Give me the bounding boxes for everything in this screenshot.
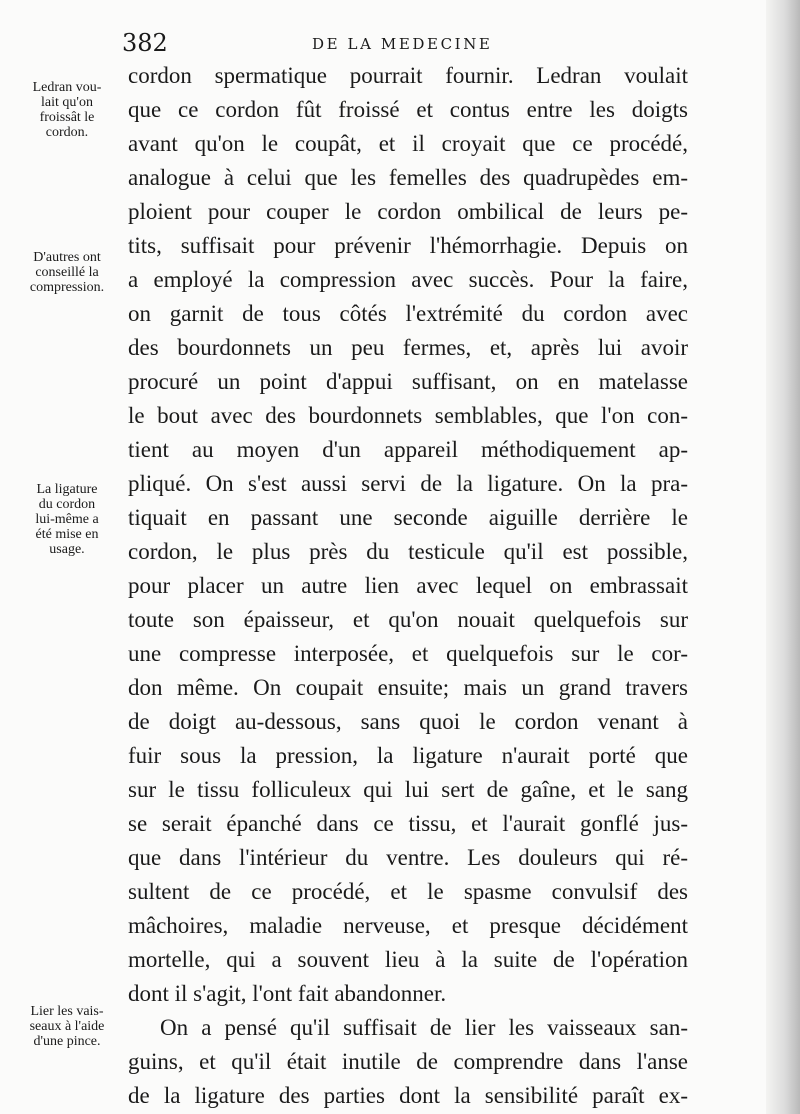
text-line: don même. On coupait ensuite; mais un grand travers [128,675,688,700]
text-line: se serait épanché dans ce tissu, et l'aurait gonflé jus- [128,811,688,836]
text-line: mâchoires, maladie nerveuse, et presque décidément [128,913,688,938]
text-line: que dans l'intérieur du ventre. Les douleurs qui ré- [128,845,688,870]
text-line: ploient pour couper le cordon ombilical de leurs pe- [128,199,688,224]
marginal-note-line: froissât le [39,110,95,125]
text-line: tiquait en passant une seconde aiguille derrière le [128,505,688,530]
text-line: cordon spermatique pourrait fournir. Ledran voulait [128,63,688,88]
text-line: on garnit de tous côtés l'extrémité du cordon avec [128,301,688,326]
text-line: une compresse interposée, et quelquefois sur le cor- [128,641,688,666]
marginal-note-line: lait qu'on [41,95,93,110]
marginal-note-line: La ligature [36,482,98,497]
marginal-note-line: lui-même a [35,512,99,527]
marginal-note [10,1004,124,1049]
marginal-note-line: compression. [29,280,105,295]
text-line: mortelle, qui a souvent lieu à la suite de l'opération [128,947,688,972]
text-line: toute son épaisseur, et qu'on nouait quelquefois sur [128,607,688,632]
running-title: DE LA MEDECINE [312,35,493,53]
marginal-note-line: Ledran vou- [32,80,102,95]
text-line: sur le tissu folliculeux qui lui sert de gaîne, et le sang [128,777,688,802]
marginal-note-line: D'autres ont [33,250,101,265]
text-line: tient au moyen d'un appareil méthodiquement ap- [128,437,688,462]
marginal-note [10,482,124,557]
text-line: que ce cordon fût froissé et contus entre les doigts [128,97,688,122]
text-line: des bourdonnets un peu fermes, et, après lui avoir [128,335,688,360]
text-line: cordon, le plus près du testicule qu'il est possible, [128,539,688,564]
text-line: sultent de ce procédé, et le spasme convulsif des [128,879,688,904]
marginal-note-line: Lier les vais- [30,1004,104,1019]
text-line: avant qu'on le coupât, et il croyait que ce procédé, [128,131,688,156]
marginal-note [10,250,124,295]
marginal-note-line: cordon. [45,125,89,140]
marginal-note-line: d'une pince. [33,1034,101,1049]
text-line: dont il s'agit, l'ont fait abandonner. [128,981,447,1006]
text-line: a employé la compression avec succès. Pour la faire, [128,267,688,292]
marginal-note [10,80,124,140]
text-line: de la ligature des parties dont la sensibilité paraît ex- [128,1083,688,1108]
marginal-note-line: du cordon [38,497,96,512]
text-line: de doigt au-dessous, sans quoi le cordon venant à [128,709,688,734]
marginal-note-line: conseillé la [35,265,99,280]
text-line: guins, et qu'il était inutile de comprendre dans l'anse [128,1049,688,1074]
text-line: fuir sous la pression, la ligature n'aurait porté que [128,743,688,768]
page-number: 382 [122,29,168,57]
text-line: tits, suffisait pour prévenir l'hémorrhagie. Depuis on [128,233,688,258]
text-line: pliqué. On s'est aussi servi de la ligature. On la pra- [128,471,688,496]
text-line: le bout avec des bourdonnets semblables, que l'on con- [128,403,688,428]
marginal-note-line: usage. [49,542,85,557]
text-line: pour placer un autre lien avec lequel on embrassait [128,573,688,598]
text-line: analogue à celui que les femelles des quadrupèdes em- [128,165,688,190]
marginal-note-line: seaux à l'aide [29,1019,105,1034]
text-line: procuré un point d'appui suffisant, on en matelasse [128,369,688,394]
text-line: On a pensé qu'il suffisait de lier les vaisseaux san- [160,1015,688,1040]
marginal-note-line: été mise en [35,527,99,542]
page-edge-shadow [766,0,800,1114]
page-header [0,28,800,58]
